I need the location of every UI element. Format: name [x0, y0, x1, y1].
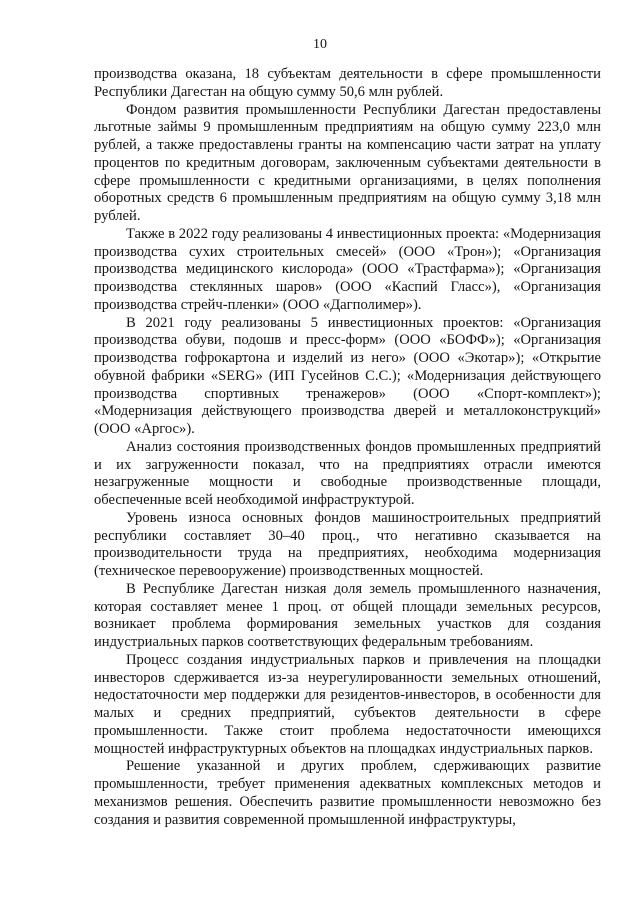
paragraph: В Республике Дагестан низкая доля земель промышленного назначения, которая составляет менее 1 проц. от общей площади земельных ресурсов, возникает проблема формирования земельных участков для создания индустриальных парков соответствующих федеральным требованиям.	[94, 580, 601, 650]
paragraph: Фондом развития промышленности Республики Дагестан предоставлены льготные займы 9 промышленным предприятиям на общую сумму 223,0 млн рублей, а также предоставлены гранты на компенсацию части затрат на уплату процентов по кредитным договорам, заключенным субъектами деятельности в сфере промышленности с кредитными организациями, в целях пополнения оборотных средств 6 промышленным предприятиям на общую сумму 3,18 млн рублей.	[94, 101, 601, 224]
paragraph: Решение указанной и других проблем, сдерживающих развитие промышленности, требует применения адекватных комплексных методов и механизмов решения. Обеспечить развитие промышленности невозможно без создания и развития современной промышленной инфраструктуры,	[94, 758, 601, 828]
paragraph: Анализ состояния производственных фондов промышленных предприятий и их загруженности показал, что на предприятиях отрасли имеются незагруженные мощности и свободные производственные площади, обеспеченные всей необходимой инфраструктурой.	[94, 438, 601, 508]
paragraph: Уровень износа основных фондов машиностроительных предприятий республики составляет 30–40 проц., что негативно сказывается на производительности труда на предприятиях, необходима модернизация (техническое перевооружение) производственных мощностей.	[94, 509, 601, 579]
page-number: 10	[313, 37, 327, 52]
paragraph: В 2021 году реализованы 5 инвестиционных проектов: «Организация производства обуви, подошв и пресс-форм» (ООО «БОФФ»); «Организация производства гофрокартона и изделий из него» (ООО «Экотар»); «Открытие обувной фабрики «SERG» (ИП Гусейнов С.С.); «Модернизация действующего производства спортивных тренажеров» (ООО «Спорт-комплект»); «Модернизация действующего производства дверей и металлоконструкций» (ООО «Аргос»).	[94, 314, 601, 437]
paragraph: производства оказана, 18 субъектам деятельности в сфере промышленности Республики Дагестан на общую сумму 50,6 млн рублей.	[94, 66, 601, 100]
paragraph: Также в 2022 году реализованы 4 инвестиционных проекта: «Модернизация производства сухих строительных смесей» (ООО «Трон»); «Организация производства медицинского кислорода» (ООО «Трастфарма»); «Организация производства стеклянных шаров» (ООО «Каспий Гласс»), «Организация производства стрейч-пленки» (ООО «Дагполимер»).	[94, 225, 601, 313]
document-body	[94, 66, 601, 829]
paragraph: Процесс создания индустриальных парков и привлечения на площадки инвесторов сдерживается из-за неурегулированности земельных отношений, недостаточности мер поддержки для резидентов-инвесторов, в особенности для малых и средних предприятий, субъектов деятельности в сфере промышленности. Также стоит проблема недостаточности имеющихся мощностей инфраструктурных объектов на площадках индустриальных парков.	[94, 651, 601, 757]
